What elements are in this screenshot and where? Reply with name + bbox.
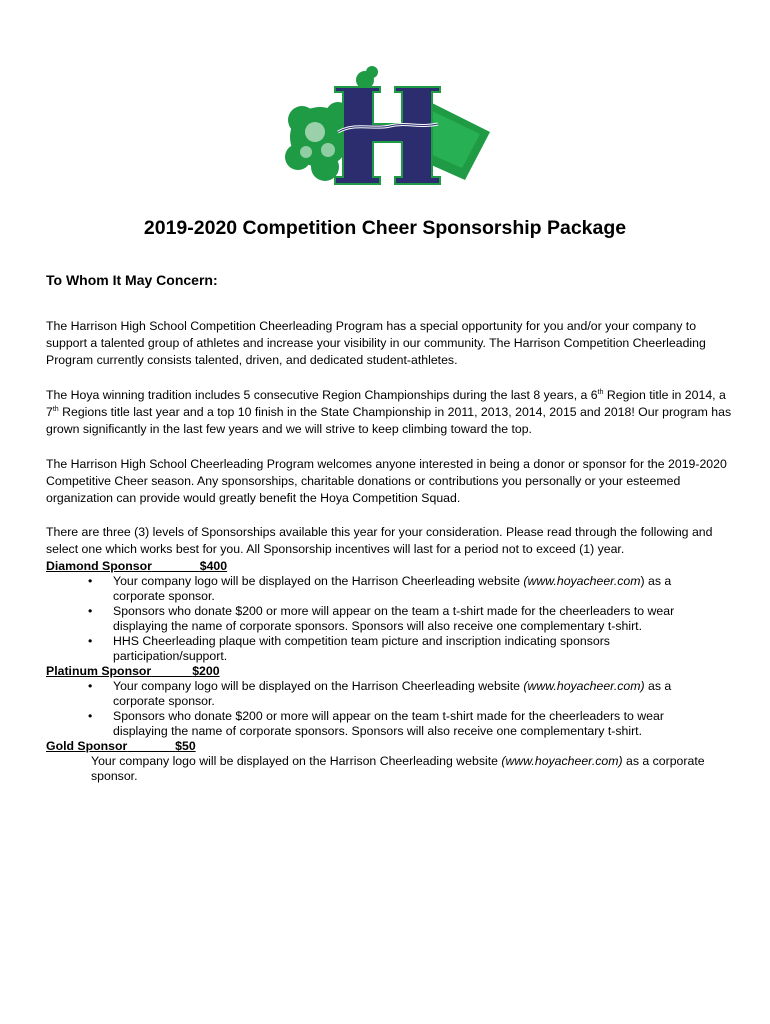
platinum-sponsor-heading	[46, 664, 736, 679]
tier-amount: $50	[175, 739, 196, 753]
website-link: (www.hoyacheer.com	[523, 574, 641, 588]
text-segment: The Hoya winning tradition includes 5 consecutive Region Championships during the last 8 years, a 6	[46, 388, 598, 402]
text-segment: Region title in 2014, a 7	[46, 388, 726, 419]
gold-benefit	[46, 754, 736, 784]
harrison-hoya-logo	[280, 62, 495, 212]
sponsorship-tiers	[46, 559, 736, 784]
text-segment: Regions title last year and a top 10 finish in the State Championship in 2011, 2013, 2014, 2015 and 2018! Our program has grown significantly in the last few years and we will strive to keep climbing toward the top.	[46, 405, 732, 436]
bullet-icon: •	[88, 574, 93, 588]
text-segment: as a corporate sponsor.	[91, 754, 705, 783]
intro-paragraph: The Harrison High School Competition Cheerleading Program has a special opportunity for you and/or your company to support a talented group of athletes and increase your visibility in our community. The Harrison Competition Cheerleading Program currently consists talented, driven, and dedicated student-athletes.	[46, 319, 706, 367]
tier-amount: $400	[199, 559, 228, 573]
h-letter-icon	[335, 87, 440, 184]
website-link: (www.hoyacheer.com)	[523, 679, 645, 693]
list-item	[46, 679, 736, 709]
text-segment: Sponsors who donate $200 or more will appear on the team t-shirt made for the cheerleaders to wear displaying the name of corporate sponsors. Sponsors will also receive one complementary t-shirt.	[113, 709, 664, 738]
list-item	[46, 634, 736, 664]
text-segment: Sponsors who donate $200 or more will appear on the team a t-shirt made for the cheerleaders to wear displaying the name of corporate sponsors. Sponsors will also receive one complementary t-shirt.	[113, 604, 675, 633]
list-item	[46, 604, 736, 634]
text-segment: Your company logo will be displayed on the Harrison Cheerleading website	[113, 574, 524, 588]
text-segment: Your company logo will be displayed on the Harrison Cheerleading website	[91, 754, 502, 768]
platinum-benefits-list	[46, 679, 736, 739]
bullet-icon: •	[88, 604, 93, 618]
text-segment: Your company logo will be displayed on the Harrison Cheerleading website	[113, 679, 524, 693]
tier-amount: $200	[192, 664, 220, 678]
diamond-sponsor-heading	[46, 559, 736, 574]
bullet-icon: •	[88, 679, 93, 693]
website-link: (www.hoyacheer.com)	[501, 754, 623, 768]
page-title: 2019-2020 Competition Cheer Sponsorship Package	[143, 217, 627, 239]
welcome-paragraph: The Harrison High School Cheerleading Program welcomes anyone interested in being a donor or sponsor for the 2019-2020 Competitive Cheer season. Any sponsorships, charitable donations or contributions you personally or your esteemed organization can provide would greatly benefit the Hoya Competition Squad.	[46, 457, 727, 505]
gold-sponsor-heading	[46, 739, 736, 754]
h-logo-icon	[280, 62, 495, 212]
text-segment: HHS Cheerleading plaque with competition team picture and inscription indicating sponsors participation/support.	[113, 634, 610, 663]
tradition-paragraph	[46, 387, 736, 438]
salutation: To Whom It May Concern:	[46, 272, 218, 288]
tier-name: Diamond Sponsor	[46, 559, 152, 573]
superscript: th	[52, 406, 59, 413]
tier-name: Platinum Sponsor	[46, 664, 152, 678]
diamond-benefits-list	[46, 574, 736, 664]
tier-name: Gold Sponsor	[46, 739, 128, 753]
text-segment: as a corporate sponsor.	[113, 679, 672, 708]
list-item	[46, 574, 736, 604]
text-segment: ) as a corporate sponsor.	[113, 574, 672, 603]
bullet-icon: •	[88, 634, 93, 648]
superscript: th	[597, 389, 604, 396]
levels-paragraph: There are three (3) levels of Sponsorships available this year for your consideration. Please read through the following and select one which works best for you. All Sponsorship incentives will last for a period not to exceed (1) year.	[46, 525, 713, 556]
bullet-icon: •	[88, 709, 93, 723]
list-item	[46, 709, 736, 739]
